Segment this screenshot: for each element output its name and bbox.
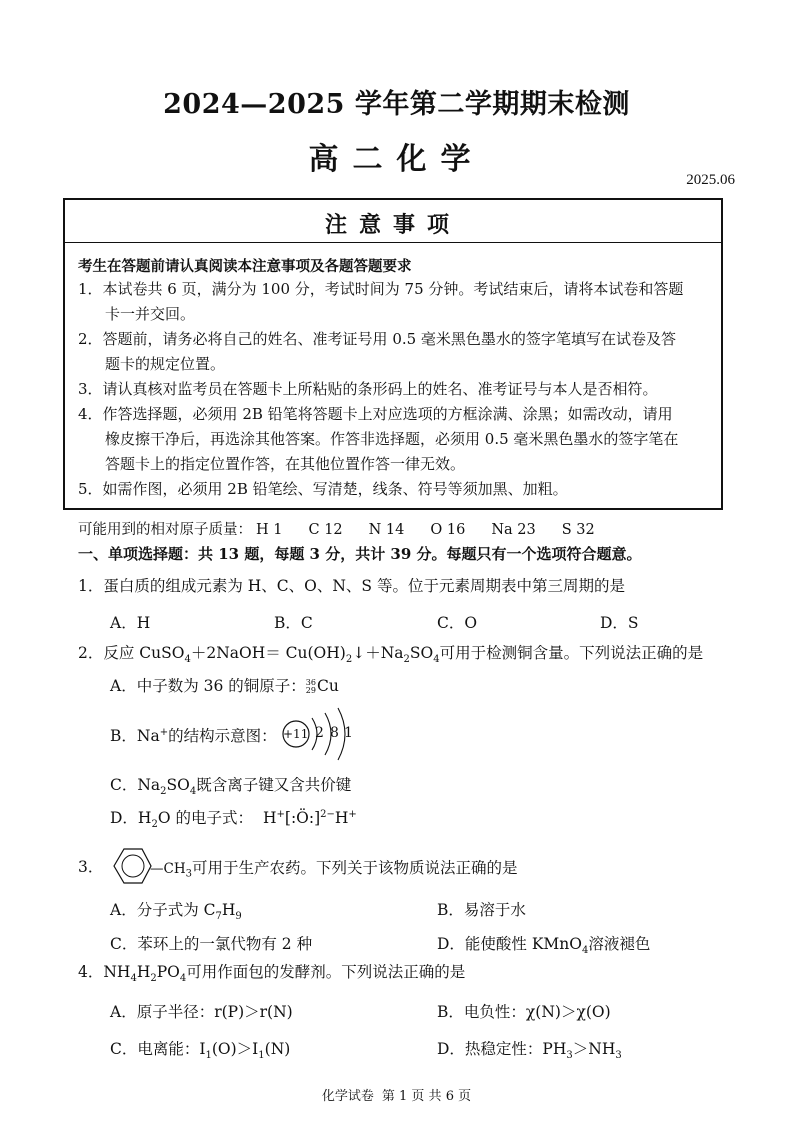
question-1-option-c: C．O: [437, 614, 478, 632]
notice-item-2-cont: 题卡的规定位置。: [105, 355, 226, 373]
notice-box: [63, 198, 723, 510]
atomic-mass-o: O 16: [430, 522, 466, 538]
question-3-option-b: B．易溶于水: [437, 901, 526, 919]
atomic-masses: [78, 518, 621, 539]
notice-item-5: 5．如需作图，必须用 2B 铅笔绘、写清楚，线条、符号等须加黑、加粗。: [78, 480, 568, 498]
question-4-option-c: C．电离能：$I_1(O)>I_1(N)$: [110, 1040, 291, 1062]
notice-item-3: 3．请认真核对监考员在答题卡上所粘贴的条形码上的姓名、准考证号与本人是否相符。: [78, 380, 658, 398]
question-2-option-d: D．$H_2O$ 的电子式： H+[:Ö:]$^{2-}$H+: [110, 808, 357, 831]
question-3-option-c: C．苯环上的一氯代物有 2 种: [110, 935, 313, 953]
exam-subtitle: 高二化学: [308, 142, 485, 177]
atomic-mass-s: S 32: [561, 522, 595, 538]
page-footer: [0, 1085, 793, 1104]
exam-title: 2024—2025 学年第二学期期末检测: [163, 89, 630, 120]
atomic-mass-na: Na 23: [491, 522, 536, 538]
nuclide-atomic-number: 29: [305, 686, 316, 695]
notice-divider: [65, 242, 721, 243]
question-3-number: 3．: [78, 858, 104, 876]
notice-title: 注意事项: [324, 212, 461, 238]
toluene-benzene-ring-icon: [102, 845, 152, 887]
notice-item-4: 4．作答选择题，必须用 2B 铅笔将答题卡上对应选项的方框涂满、涂黑；如需改动，请用: [78, 405, 673, 423]
sodium-nucleus-charge: +11: [283, 727, 309, 741]
question-1-option-b: B．C: [274, 614, 313, 632]
notice-item-2: 2．答题前，请务必将自己的姓名、准考证号用 0.5 毫米黑色墨水的签字笔填写在试卷及答: [78, 330, 676, 348]
footer-page: 第 1 页 共 6 页: [381, 1089, 472, 1104]
electron-shell-2: 8: [330, 725, 339, 741]
question-3-option-d: D．能使酸性 KMnO$_4$溶液褪色: [437, 935, 651, 957]
footer-subject: 化学试卷: [321, 1089, 374, 1104]
question-2-option-a: A．中子数为 36 的铜原子： 36 29 Cu: [110, 677, 339, 695]
question-1-stem: 1．蛋白质的组成元素为 H、C、O、N、S 等。位于元素周期表中第三周期的是: [78, 577, 625, 595]
question-2-option-b: B．Na+的结构示意图：: [110, 726, 277, 745]
atomic-mass-c: C 12: [308, 522, 343, 538]
question-3-stem: $—CH_3$可用于生产农药。下列关于该物质说法正确的是: [150, 859, 518, 880]
question-1-option-a: A．H: [110, 614, 151, 632]
question-4-option-a: A．原子半径：r(P)＞r(N): [110, 1003, 293, 1021]
atomic-mass-n: N 14: [368, 522, 405, 538]
question-4-option-d: D．热稳定性：$PH_3>NH_3$: [437, 1040, 622, 1062]
water-formula-h2: H: [334, 809, 349, 827]
water-formula-oxygen: [:Ö:]: [284, 809, 321, 827]
electron-shell-3: 1: [344, 725, 353, 741]
nuclide-mass-number: 36: [305, 678, 316, 687]
question-1-option-d: D．S: [600, 614, 639, 632]
notice-item-4-cont: 橡皮擦干净后，再选涂其他答案。作答非选择题，必须用 0.5 毫米黑色墨水的签字笔在: [105, 430, 679, 448]
question-4-option-b: B．电负性：χ(N)＞χ(O): [437, 1003, 611, 1021]
question-4-stem: 4．$NH_4H_2PO_4$可用作面包的发酵剂。下列说法正确的是: [78, 963, 466, 985]
notice-item-1: 1．本试卷共 6 页，满分为 100 分，考试时间为 75 分钟。考试结束后，请将本试卷和答题: [78, 280, 684, 298]
notice-intro: 考生在答题前请认真阅读本注意事项及各题答题要求: [78, 258, 412, 275]
question-2-option-c: C．$Na_2SO_4$既含离子键又含共价键: [110, 776, 352, 798]
notice-item-1-cont: 卡一并交回。: [105, 305, 196, 323]
electron-shell-1: 2: [315, 725, 324, 741]
exam-date: 2025.06: [686, 172, 735, 188]
atomic-masses-label: 可能用到的相对原子质量：: [78, 522, 252, 538]
question-2-stem: 2．反应 CuSO$_4$＋2NaOH＝ $Cu(OH)_2↓+Na_2SO_4$可用于检测铜含量。下列说法正确的是: [78, 644, 704, 666]
water-formula-h1: H: [262, 809, 277, 827]
notice-item-4-cont2: 答题卡上的指定位置作答，在其他位置作答一律无效。: [105, 455, 466, 473]
section-heading: 一、单项选择题：共 13 题，每题 3 分，共计 39 分。每题只有一个选项符合题意。: [78, 545, 642, 563]
nuclide-symbol: Cu: [316, 677, 339, 695]
atomic-mass-h: H 1: [256, 522, 283, 538]
question-3-option-a: A．分子式为 $C_7H_9$: [110, 901, 242, 923]
